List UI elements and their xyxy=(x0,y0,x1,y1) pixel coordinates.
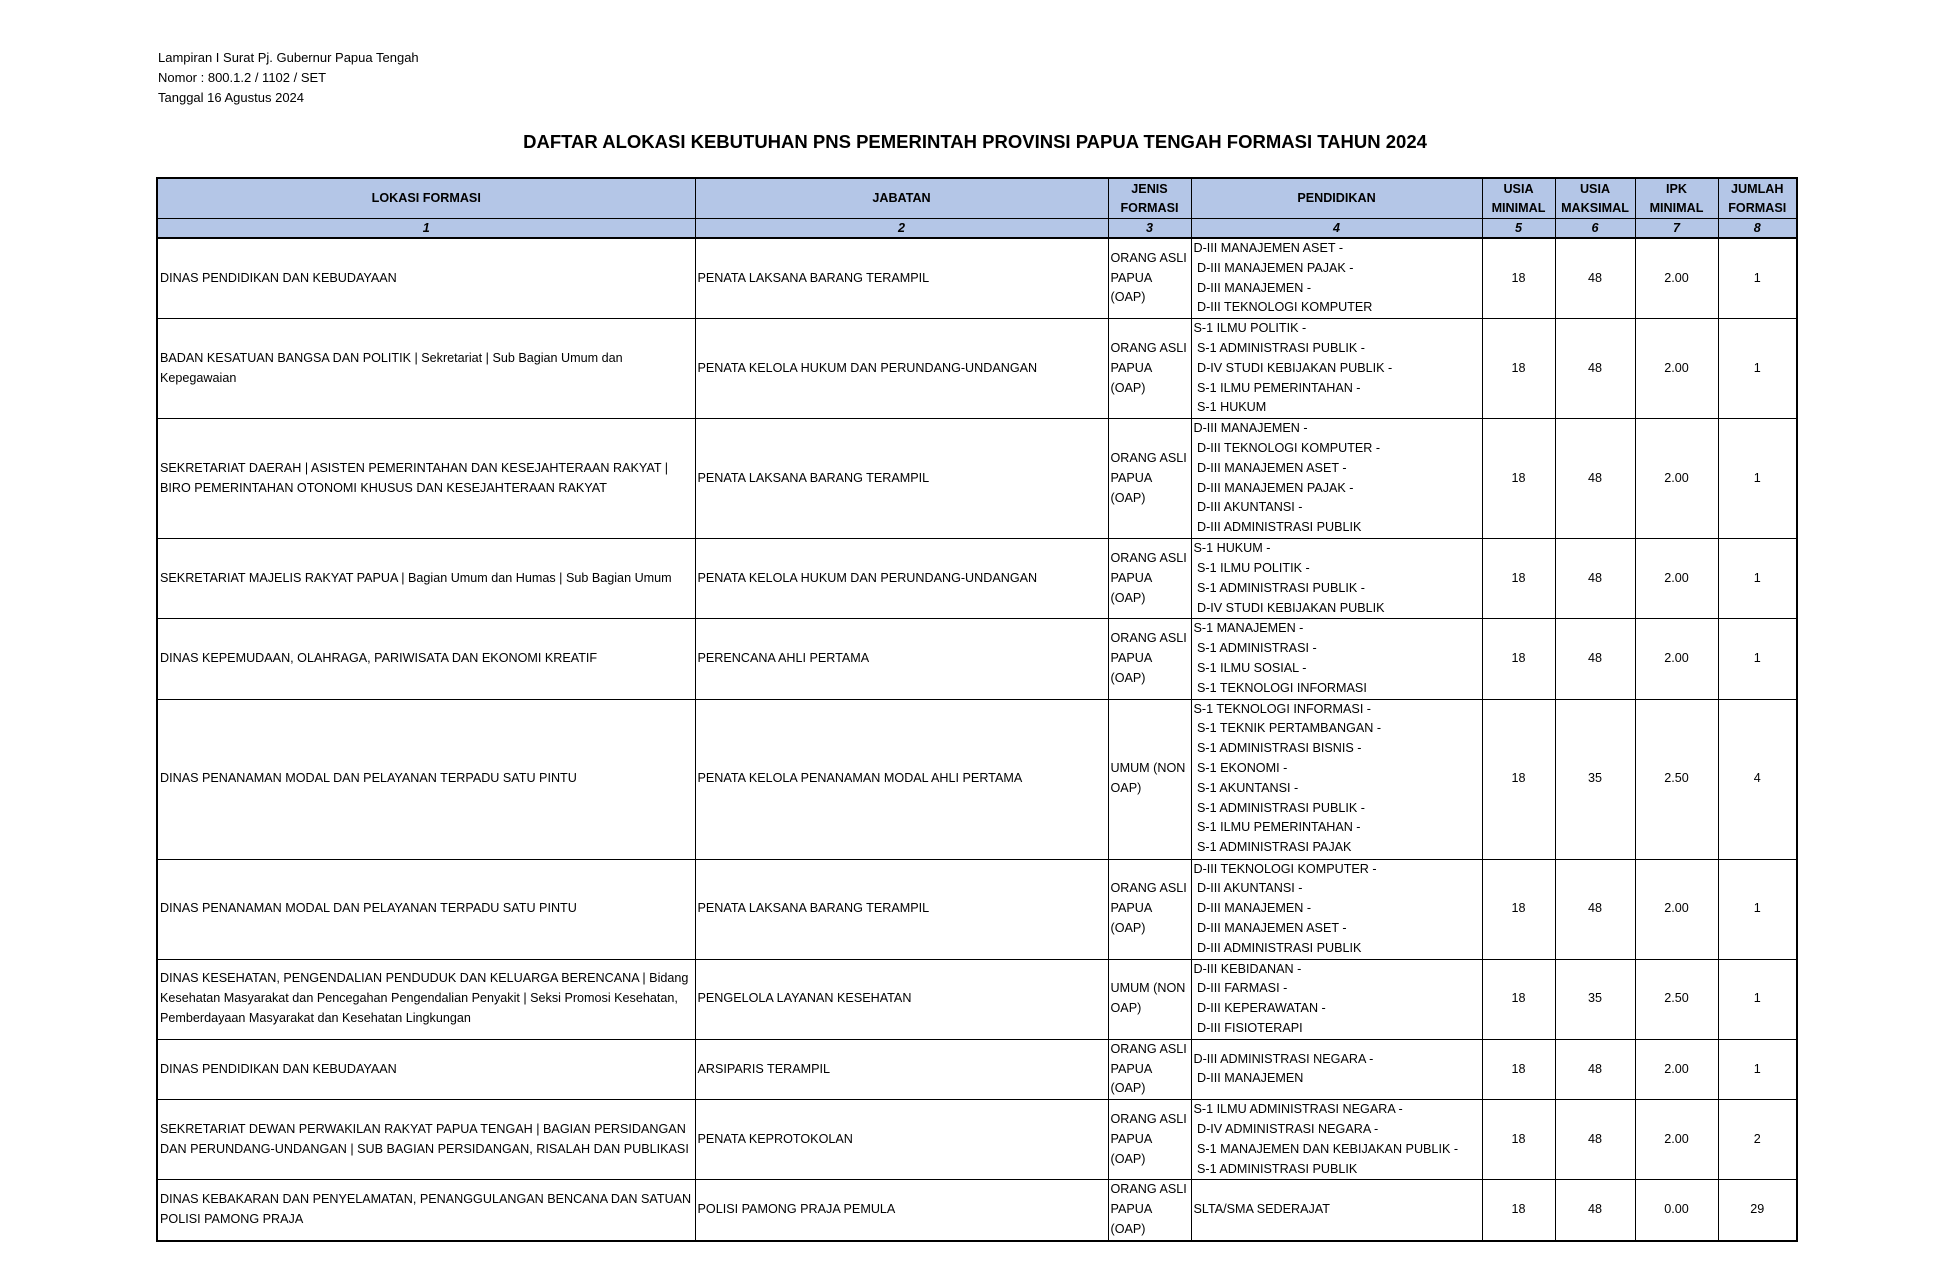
pendidikan-item: S-1 ILMU ADMINISTRASI NEGARA - xyxy=(1193,1102,1403,1117)
jabatan-cell: PENGELOLA LAYANAN KESEHATAN xyxy=(695,959,1108,1039)
ipk-minimal-cell: 2.00 xyxy=(1635,539,1718,619)
lokasi-cell: DINAS KEBAKARAN DAN PENYELAMATAN, PENANGGULANGAN BENCANA DAN SATUAN POLISI PAMONG PRAJA xyxy=(157,1180,695,1241)
ipk-minimal-cell: 2.00 xyxy=(1635,419,1718,539)
pendidikan-item: D-III MANAJEMEN - xyxy=(1193,901,1312,916)
pendidikan-cell xyxy=(1191,619,1482,699)
lokasi-cell: DINAS PENDIDIKAN DAN KEBUDAYAAN xyxy=(157,1039,695,1099)
pendidikan-cell xyxy=(1191,539,1482,619)
pendidikan-item: S-1 ILMU POLITIK - xyxy=(1193,321,1307,336)
jabatan-cell: PERENCANA AHLI PERTAMA xyxy=(695,619,1108,699)
usia-minimal-cell: 18 xyxy=(1482,1180,1555,1241)
pendidikan-item: D-III MANAJEMEN ASET - xyxy=(1193,460,1347,475)
table-row xyxy=(157,319,1797,419)
jumlah-formasi-cell: 1 xyxy=(1718,539,1797,619)
pendidikan-cell xyxy=(1191,238,1482,319)
usia-minimal-cell: 18 xyxy=(1482,699,1555,859)
jenis-formasi-cell: UMUM (NON OAP) xyxy=(1108,699,1191,859)
column-number: 2 xyxy=(695,219,1108,239)
pendidikan-cell xyxy=(1191,319,1482,419)
usia-minimal-cell: 18 xyxy=(1482,959,1555,1039)
jabatan-cell: PENATA LAKSANA BARANG TERAMPIL xyxy=(695,859,1108,959)
ipk-minimal-cell: 2.00 xyxy=(1635,1039,1718,1099)
jenis-formasi-cell: ORANG ASLI PAPUA (OAP) xyxy=(1108,419,1191,539)
letter-date: Tanggal 16 Agustus 2024 xyxy=(158,90,305,105)
pendidikan-item: D-IV STUDI KEBIJAKAN PUBLIK - xyxy=(1193,360,1393,375)
column-header: IPK MINIMAL xyxy=(1635,178,1718,219)
pendidikan-cell xyxy=(1191,699,1482,859)
ipk-minimal-cell: 2.00 xyxy=(1635,319,1718,419)
letter-number: Nomor : 800.1.2 / 1102 / SET xyxy=(158,70,327,85)
jabatan-cell: POLISI PAMONG PRAJA PEMULA xyxy=(695,1180,1108,1241)
ipk-minimal-cell: 2.00 xyxy=(1635,1100,1718,1180)
pendidikan-cell xyxy=(1191,1180,1482,1241)
formation-table xyxy=(156,177,1798,1242)
table-row xyxy=(157,539,1797,619)
column-number: 6 xyxy=(1555,219,1635,239)
pendidikan-item: D-III MANAJEMEN PAJAK - xyxy=(1193,260,1354,275)
jenis-formasi-cell: ORANG ASLI PAPUA (OAP) xyxy=(1108,1039,1191,1099)
pendidikan-item: S-1 EKONOMI - xyxy=(1193,760,1288,775)
table-row xyxy=(157,1180,1797,1241)
ipk-minimal-cell: 0.00 xyxy=(1635,1180,1718,1241)
column-header: JUMLAH FORMASI xyxy=(1718,178,1797,219)
document-title: DAFTAR ALOKASI KEBUTUHAN PNS PEMERINTAH PROVINSI PAPUA TENGAH FORMASI TAHUN 2024 xyxy=(523,131,1427,152)
pendidikan-item: D-III MANAJEMEN ASET - xyxy=(1193,241,1344,255)
pendidikan-item: D-III TEKNOLOGI KOMPUTER - xyxy=(1193,861,1377,876)
lokasi-cell: BADAN KESATUAN BANGSA DAN POLITIK | Sekretariat | Sub Bagian Umum dan Kepegawaian xyxy=(157,319,695,419)
ipk-minimal-cell: 2.00 xyxy=(1635,859,1718,959)
usia-maksimal-cell: 48 xyxy=(1555,619,1635,699)
pendidikan-item: S-1 MANAJEMEN - xyxy=(1193,621,1304,636)
lokasi-cell: SEKRETARIAT MAJELIS RAKYAT PAPUA | Bagian Umum dan Humas | Sub Bagian Umum xyxy=(157,539,695,619)
jabatan-cell: ARSIPARIS TERAMPIL xyxy=(695,1039,1108,1099)
jabatan-cell: PENATA LAKSANA BARANG TERAMPIL xyxy=(695,238,1108,319)
column-number: 1 xyxy=(157,219,695,239)
usia-maksimal-cell: 48 xyxy=(1555,1180,1635,1241)
jenis-formasi-cell: ORANG ASLI PAPUA (OAP) xyxy=(1108,619,1191,699)
usia-maksimal-cell: 48 xyxy=(1555,238,1635,319)
pendidikan-item: S-1 AKUNTANSI - xyxy=(1193,780,1299,795)
usia-minimal-cell: 18 xyxy=(1482,539,1555,619)
table-row xyxy=(157,619,1797,699)
pendidikan-item: D-III ADMINISTRASI PUBLIK xyxy=(1193,940,1362,955)
usia-maksimal-cell: 48 xyxy=(1555,1100,1635,1180)
pendidikan-item: S-1 ADMINISTRASI PAJAK xyxy=(1193,840,1352,855)
pendidikan-item: S-1 HUKUM - xyxy=(1193,541,1271,556)
jumlah-formasi-cell: 1 xyxy=(1718,1039,1797,1099)
lokasi-cell: DINAS PENANAMAN MODAL DAN PELAYANAN TERPADU SATU PINTU xyxy=(157,699,695,859)
jabatan-cell: PENATA KELOLA HUKUM DAN PERUNDANG-UNDANGAN xyxy=(695,319,1108,419)
pendidikan-item: D-III MANAJEMEN - xyxy=(1193,280,1312,295)
jabatan-cell: PENATA KELOLA HUKUM DAN PERUNDANG-UNDANGAN xyxy=(695,539,1108,619)
jenis-formasi-cell: ORANG ASLI PAPUA (OAP) xyxy=(1108,238,1191,319)
pendidikan-item: S-1 MANAJEMEN DAN KEBIJAKAN PUBLIK - xyxy=(1193,1141,1459,1156)
ipk-minimal-cell: 2.00 xyxy=(1635,238,1718,319)
pendidikan-item: S-1 ILMU SOSIAL - xyxy=(1193,660,1307,675)
pendidikan-item: S-1 ADMINISTRASI PUBLIK - xyxy=(1193,800,1365,815)
pendidikan-cell xyxy=(1191,1039,1482,1099)
lokasi-cell: DINAS KEPEMUDAAN, OLAHRAGA, PARIWISATA DAN EKONOMI KREATIF xyxy=(157,619,695,699)
column-number: 7 xyxy=(1635,219,1718,239)
usia-maksimal-cell: 48 xyxy=(1555,419,1635,539)
jenis-formasi-cell: ORANG ASLI PAPUA (OAP) xyxy=(1108,859,1191,959)
jumlah-formasi-cell: 1 xyxy=(1718,419,1797,539)
usia-minimal-cell: 18 xyxy=(1482,1039,1555,1099)
pendidikan-item: D-III MANAJEMEN PAJAK - xyxy=(1193,480,1354,495)
jumlah-formasi-cell: 29 xyxy=(1718,1180,1797,1241)
jabatan-cell: PENATA KEPROTOKOLAN xyxy=(695,1100,1108,1180)
usia-maksimal-cell: 48 xyxy=(1555,319,1635,419)
pendidikan-item: D-III KEBIDANAN - xyxy=(1193,961,1302,976)
jumlah-formasi-cell: 1 xyxy=(1718,959,1797,1039)
pendidikan-item: S-1 HUKUM xyxy=(1193,400,1267,415)
column-header: JABATAN xyxy=(695,178,1108,219)
table-row xyxy=(157,1100,1797,1180)
pendidikan-item: S-1 TEKNOLOGI INFORMASI - xyxy=(1193,701,1372,716)
usia-maksimal-cell: 48 xyxy=(1555,539,1635,619)
pendidikan-cell xyxy=(1191,959,1482,1039)
jenis-formasi-cell: ORANG ASLI PAPUA (OAP) xyxy=(1108,1100,1191,1180)
jenis-formasi-cell: ORANG ASLI PAPUA (OAP) xyxy=(1108,1180,1191,1241)
usia-minimal-cell: 18 xyxy=(1482,619,1555,699)
pendidikan-item: D-III MANAJEMEN ASET - xyxy=(1193,920,1347,935)
pendidikan-item: D-III ADMINISTRASI NEGARA - xyxy=(1193,1051,1374,1066)
jenis-formasi-cell: ORANG ASLI PAPUA (OAP) xyxy=(1108,539,1191,619)
lokasi-cell: DINAS PENANAMAN MODAL DAN PELAYANAN TERPADU SATU PINTU xyxy=(157,859,695,959)
column-header: LOKASI FORMASI xyxy=(157,178,695,219)
pendidikan-item: S-1 TEKNIK PERTAMBANGAN - xyxy=(1193,721,1382,736)
table-row xyxy=(157,959,1797,1039)
pendidikan-item: D-III FARMASI - xyxy=(1193,981,1288,996)
lokasi-cell: SEKRETARIAT DEWAN PERWAKILAN RAKYAT PAPUA TENGAH | BAGIAN PERSIDANGAN DAN PERUNDANG-UNDANGAN | SUB BAGIAN PERSIDANGAN, RISALAH DAN PUBLIKASI xyxy=(157,1100,695,1180)
jenis-formasi-cell: UMUM (NON OAP) xyxy=(1108,959,1191,1039)
lokasi-cell: DINAS PENDIDIKAN DAN KEBUDAYAAN xyxy=(157,238,695,319)
column-header: JENIS FORMASI xyxy=(1108,178,1191,219)
pendidikan-item: S-1 ADMINISTRASI - xyxy=(1193,641,1317,656)
jumlah-formasi-cell: 1 xyxy=(1718,238,1797,319)
lokasi-cell: DINAS KESEHATAN, PENGENDALIAN PENDUDUK DAN KELUARGA BERENCANA | Bidang Kesehatan Masyarakat dan Pencegahan Pengendalian Penyakit | Seksi Promosi Kesehatan, Pemberdayaan Masyarakat dan Kesehatan Lingkungan xyxy=(157,959,695,1039)
column-number: 4 xyxy=(1191,219,1482,239)
usia-maksimal-cell: 48 xyxy=(1555,1039,1635,1099)
ipk-minimal-cell: 2.50 xyxy=(1635,699,1718,859)
jumlah-formasi-cell: 1 xyxy=(1718,859,1797,959)
usia-minimal-cell: 18 xyxy=(1482,1100,1555,1180)
usia-minimal-cell: 18 xyxy=(1482,859,1555,959)
usia-maksimal-cell: 48 xyxy=(1555,859,1635,959)
pendidikan-item: D-III MANAJEMEN - xyxy=(1193,421,1308,436)
column-header: PENDIDIKAN xyxy=(1191,178,1482,219)
pendidikan-item: D-III AKUNTANSI - xyxy=(1193,881,1303,896)
column-header: USIA MAKSIMAL xyxy=(1555,178,1635,219)
pendidikan-item: S-1 ADMINISTRASI BISNIS - xyxy=(1193,741,1362,756)
pendidikan-item: SLTA/SMA SEDERAJAT xyxy=(1193,1202,1330,1217)
table-row xyxy=(157,238,1797,319)
column-number: 5 xyxy=(1482,219,1555,239)
table-row xyxy=(157,419,1797,539)
jumlah-formasi-cell: 1 xyxy=(1718,619,1797,699)
usia-minimal-cell: 18 xyxy=(1482,238,1555,319)
pendidikan-cell xyxy=(1191,1100,1482,1180)
jabatan-cell: PENATA KELOLA PENANAMAN MODAL AHLI PERTAMA xyxy=(695,699,1108,859)
jenis-formasi-cell: ORANG ASLI PAPUA (OAP) xyxy=(1108,319,1191,419)
pendidikan-item: S-1 TEKNOLOGI INFORMASI xyxy=(1193,680,1367,695)
ipk-minimal-cell: 2.00 xyxy=(1635,619,1718,699)
table-row xyxy=(157,859,1797,959)
pendidikan-item: D-III TEKNOLOGI KOMPUTER - xyxy=(1193,440,1381,455)
pendidikan-item: D-III ADMINISTRASI PUBLIK xyxy=(1193,520,1362,535)
pendidikan-item: S-1 ADMINISTRASI PUBLIK - xyxy=(1193,340,1365,355)
pendidikan-item: D-III FISIOTERAPI xyxy=(1193,1020,1303,1035)
pendidikan-cell xyxy=(1191,419,1482,539)
pendidikan-item: S-1 ILMU POLITIK - xyxy=(1193,560,1310,575)
jumlah-formasi-cell: 4 xyxy=(1718,699,1797,859)
column-header: USIA MINIMAL xyxy=(1482,178,1555,219)
pendidikan-cell xyxy=(1191,859,1482,959)
pendidikan-item: D-IV ADMINISTRASI NEGARA - xyxy=(1193,1121,1379,1136)
pendidikan-item: S-1 ADMINISTRASI PUBLIK - xyxy=(1193,580,1365,595)
table-row xyxy=(157,1039,1797,1099)
table-row xyxy=(157,699,1797,859)
pendidikan-item: S-1 ADMINISTRASI PUBLIK xyxy=(1193,1161,1358,1176)
jumlah-formasi-cell: 2 xyxy=(1718,1100,1797,1180)
column-number: 8 xyxy=(1718,219,1797,239)
jumlah-formasi-cell: 1 xyxy=(1718,319,1797,419)
letter-reference: Lampiran I Surat Pj. Gubernur Papua Tengah xyxy=(158,50,419,65)
pendidikan-item: S-1 ILMU PEMERINTAHAN - xyxy=(1193,820,1361,835)
pendidikan-item: D-III AKUNTANSI - xyxy=(1193,500,1303,515)
usia-minimal-cell: 18 xyxy=(1482,419,1555,539)
pendidikan-item: D-III MANAJEMEN xyxy=(1193,1071,1304,1086)
pendidikan-item: S-1 ILMU PEMERINTAHAN - xyxy=(1193,380,1361,395)
usia-maksimal-cell: 35 xyxy=(1555,959,1635,1039)
column-number: 3 xyxy=(1108,219,1191,239)
pendidikan-item: D-III KEPERAWATAN - xyxy=(1193,1001,1326,1016)
pendidikan-item: D-IV STUDI KEBIJAKAN PUBLIK xyxy=(1193,600,1385,615)
lokasi-cell: SEKRETARIAT DAERAH | ASISTEN PEMERINTAHAN DAN KESEJAHTERAAN RAKYAT | BIRO PEMERINTAHAN OTONOMI KHUSUS DAN KESEJAHTERAAN RAKYAT xyxy=(157,419,695,539)
pendidikan-item: D-III TEKNOLOGI KOMPUTER xyxy=(1193,300,1373,315)
ipk-minimal-cell: 2.50 xyxy=(1635,959,1718,1039)
usia-maksimal-cell: 35 xyxy=(1555,699,1635,859)
usia-minimal-cell: 18 xyxy=(1482,319,1555,419)
jabatan-cell: PENATA LAKSANA BARANG TERAMPIL xyxy=(695,419,1108,539)
